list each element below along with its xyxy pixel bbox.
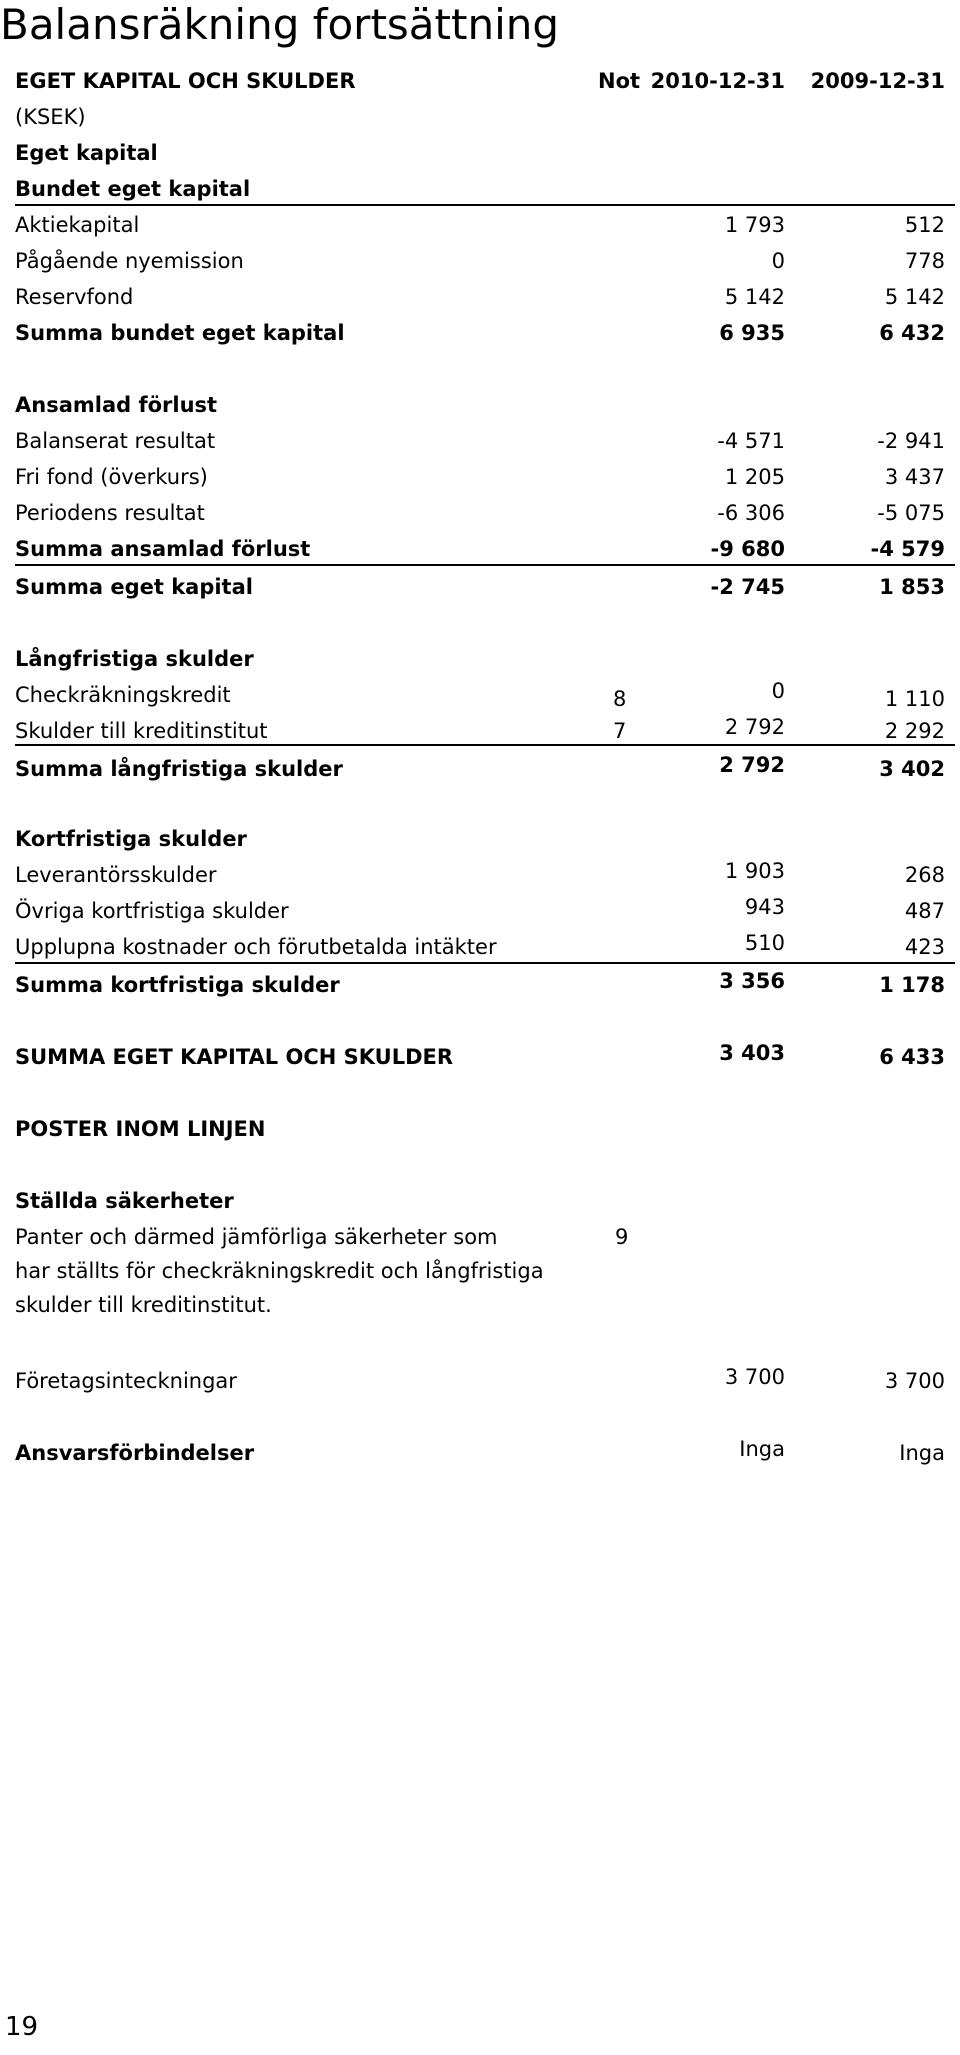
stallda-line: Panter och därmed jämförliga säkerheter som bbox=[15, 1225, 498, 1249]
row-value-2009: Inga bbox=[899, 1441, 945, 1465]
row-value-2010: 1 903 bbox=[724, 859, 785, 883]
stallda-line: skulder till kreditinstitut. bbox=[15, 1293, 272, 1317]
row-value-2009: 3 700 bbox=[884, 1369, 945, 1393]
row-value-2010: 5 142 bbox=[724, 285, 785, 309]
row-value-2009: 3 402 bbox=[879, 757, 945, 781]
section-heading bbox=[15, 822, 955, 856]
row-value-2010: 0 bbox=[771, 249, 785, 273]
row-value-2010: 943 bbox=[744, 895, 785, 919]
section-heading bbox=[15, 1184, 955, 1218]
bundet-heading: Bundet eget kapital bbox=[15, 177, 251, 201]
row-label: Ansvarsförbindelser bbox=[15, 1441, 255, 1465]
text-line bbox=[15, 1254, 955, 1288]
row-label: Summa långfristiga skulder bbox=[15, 757, 343, 781]
divider bbox=[15, 744, 955, 746]
row-value-2009: 1 853 bbox=[879, 575, 945, 599]
section-heading bbox=[15, 172, 955, 206]
row-value-2010: Inga bbox=[739, 1437, 785, 1461]
row-value-2009: 6 433 bbox=[879, 1045, 945, 1069]
column-header-2010: 2010-12-31 bbox=[650, 69, 785, 93]
row-label: Checkräkningskredit bbox=[15, 683, 231, 707]
row-value-2010: -9 680 bbox=[710, 537, 785, 561]
row-label: SUMMA EGET KAPITAL OCH SKULDER bbox=[15, 1045, 454, 1069]
row-value-2009: -5 075 bbox=[877, 501, 945, 525]
row-value-2009: 778 bbox=[904, 249, 945, 273]
row-label: Övriga kortfristiga skulder bbox=[15, 899, 289, 923]
row-value-2010: 2 792 bbox=[719, 753, 785, 777]
row-label: Summa eget kapital bbox=[15, 575, 253, 599]
row-label: Upplupna kostnader och förutbetalda intäkter bbox=[15, 935, 497, 959]
langfristiga-heading: Långfristiga skulder bbox=[15, 647, 254, 671]
sum-row bbox=[15, 968, 955, 1002]
row-value-2009: -2 941 bbox=[877, 429, 945, 453]
table-row bbox=[15, 714, 955, 748]
row-value-2009: 6 432 bbox=[879, 321, 945, 345]
column-header-label: EGET KAPITAL OCH SKULDER bbox=[15, 69, 356, 93]
row-value-2009: 1 110 bbox=[884, 687, 945, 711]
column-header-row bbox=[15, 64, 955, 98]
total-row bbox=[15, 1040, 955, 1074]
row-note: 8 bbox=[613, 687, 627, 711]
row-label: Balanserat resultat bbox=[15, 429, 216, 453]
row-label: Aktiekapital bbox=[15, 213, 140, 237]
row-label: Summa ansamlad förlust bbox=[15, 537, 311, 561]
table-row bbox=[15, 208, 955, 242]
stallda-heading: Ställda säkerheter bbox=[15, 1189, 234, 1213]
page-title: Balansräkning fortsättning bbox=[0, 0, 560, 49]
row-label: Pågående nyemission bbox=[15, 249, 244, 273]
row-value-2010: 3 403 bbox=[719, 1041, 785, 1065]
kortfristiga-heading: Kortfristiga skulder bbox=[15, 827, 247, 851]
section-heading bbox=[15, 388, 955, 422]
text-line bbox=[15, 1288, 955, 1322]
table-row bbox=[15, 244, 955, 278]
divider bbox=[15, 564, 955, 566]
row-label: Summa bundet eget kapital bbox=[15, 321, 345, 345]
row-note: 9 bbox=[615, 1225, 629, 1249]
ansamlad-heading: Ansamlad förlust bbox=[15, 393, 218, 417]
row-label: Periodens resultat bbox=[15, 501, 205, 525]
row-label: Skulder till kreditinstitut bbox=[15, 719, 268, 743]
section-heading bbox=[15, 642, 955, 676]
divider bbox=[15, 204, 955, 206]
text-line bbox=[15, 1220, 955, 1254]
eget-kapital-heading: Eget kapital bbox=[15, 141, 158, 165]
sum-row bbox=[15, 752, 955, 786]
poster-heading: POSTER INOM LINJEN bbox=[15, 1117, 266, 1141]
row-value-2009: 512 bbox=[904, 213, 945, 237]
row-label: Leverantörsskulder bbox=[15, 863, 217, 887]
sum-row bbox=[15, 570, 955, 604]
unit-label: (KSEK) bbox=[15, 105, 86, 129]
sum-row bbox=[15, 316, 955, 350]
row-value-2010: 3 700 bbox=[724, 1365, 785, 1389]
row-value-2009: 5 142 bbox=[884, 285, 945, 309]
row-value-2010: 0 bbox=[771, 679, 785, 703]
row-value-2010: 1 205 bbox=[724, 465, 785, 489]
row-value-2009: 487 bbox=[904, 899, 945, 923]
row-value-2009: 3 437 bbox=[884, 465, 945, 489]
row-value-2009: 268 bbox=[904, 863, 945, 887]
row-value-2010: 510 bbox=[744, 931, 785, 955]
column-header-not: Not bbox=[598, 69, 641, 93]
table-row bbox=[15, 424, 955, 458]
table-row bbox=[15, 930, 955, 964]
row-label: Summa kortfristiga skulder bbox=[15, 973, 340, 997]
unit-row bbox=[15, 100, 955, 134]
divider bbox=[15, 962, 955, 964]
row-value-2010: 3 356 bbox=[719, 969, 785, 993]
table-row bbox=[15, 496, 955, 530]
table-row bbox=[15, 678, 955, 712]
table-row bbox=[15, 894, 955, 928]
row-value-2009: 1 178 bbox=[879, 973, 945, 997]
row-label: Reservfond bbox=[15, 285, 134, 309]
row-value-2010: 2 792 bbox=[724, 715, 785, 739]
row-value-2009: 423 bbox=[904, 935, 945, 959]
row-value-2010: -6 306 bbox=[717, 501, 785, 525]
row-value-2009: 2 292 bbox=[884, 719, 945, 743]
row-value-2010: -4 571 bbox=[717, 429, 785, 453]
row-value-2010: 6 935 bbox=[719, 321, 785, 345]
row-value-2009: -4 579 bbox=[870, 537, 945, 561]
row-value-2010: 1 793 bbox=[724, 213, 785, 237]
table-row bbox=[15, 280, 955, 314]
stallda-line: har ställts för checkräkningskredit och långfristiga bbox=[15, 1259, 544, 1283]
section-heading bbox=[15, 136, 955, 170]
row-label: Fri fond (överkurs) bbox=[15, 465, 208, 489]
row-note: 7 bbox=[613, 719, 627, 743]
column-header-2009: 2009-12-31 bbox=[810, 69, 945, 93]
row-value-2010: -2 745 bbox=[710, 575, 785, 599]
section-heading bbox=[15, 1112, 955, 1146]
row-label: Företagsinteckningar bbox=[15, 1369, 237, 1393]
table-row bbox=[15, 460, 955, 494]
table-row bbox=[15, 1364, 955, 1398]
sum-row bbox=[15, 532, 955, 566]
table-row bbox=[15, 858, 955, 892]
page-number: 19 bbox=[5, 2012, 39, 2042]
table-row bbox=[15, 1436, 955, 1470]
